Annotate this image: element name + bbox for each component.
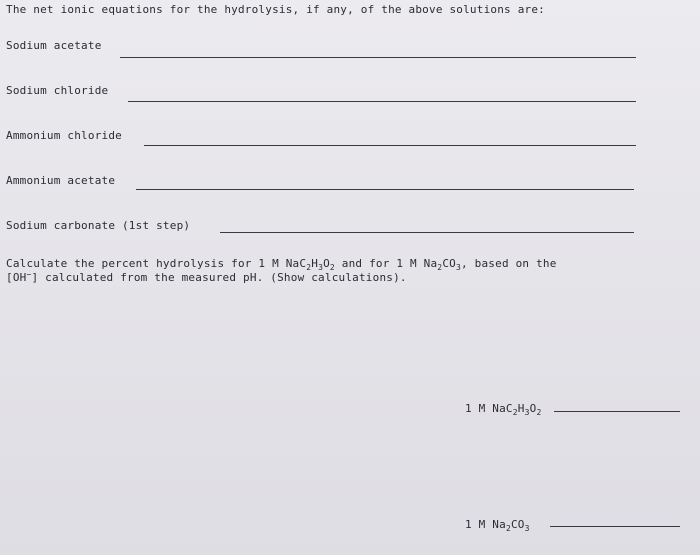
answer-line-na2co3[interactable] <box>550 526 680 527</box>
row-label-ammonium-acetate: Ammonium acetate <box>6 174 116 187</box>
answer-line-sodium-chloride[interactable] <box>128 101 636 102</box>
answer-line-ammonium-acetate[interactable] <box>136 189 634 190</box>
answer-label-na2co3: 1 M $Na_2CO_3$ <box>465 518 530 533</box>
answer-line-sodium-acetate[interactable] <box>120 57 636 58</box>
question-line-1: Calculate the percent hydrolysis for 1 M $NaC_2H_3O_2$ and for 1 M $Na_2CO_3$, based on the <box>6 257 557 272</box>
heading: The net ionic equations for the hydrolysis, if any, of the above solutions are: <box>6 3 545 16</box>
question-line-2: [OH−] calculated from the measured pH. (Show calculations). <box>6 270 407 284</box>
row-label-ammonium-chloride: Ammonium chloride <box>6 129 122 142</box>
answer-label-nac2h3o2: 1 M $NaC_2H_3O_2$ <box>465 402 542 417</box>
row-label-sodium-carbonate: Sodium carbonate (1st step) <box>6 219 191 232</box>
row-label-sodium-acetate: Sodium acetate <box>6 39 102 52</box>
row-label-sodium-chloride: Sodium chloride <box>6 84 109 97</box>
answer-line-sodium-carbonate[interactable] <box>220 232 634 233</box>
answer-line-ammonium-chloride[interactable] <box>144 145 636 146</box>
answer-line-nac2h3o2[interactable] <box>554 411 680 412</box>
